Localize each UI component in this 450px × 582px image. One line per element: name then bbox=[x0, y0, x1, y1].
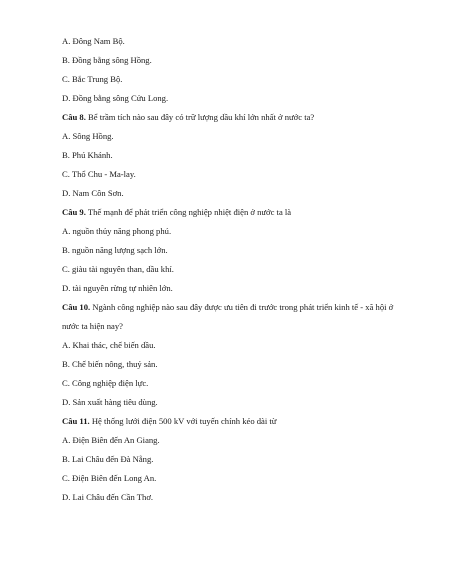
option-a: A. Khai thác, chế biến dầu. bbox=[62, 340, 156, 350]
question-text: Hệ thống lưới điện 500 kV với tuyến chính kéo dài từ bbox=[89, 416, 277, 426]
question-text: Bể trầm tích nào sau đây có trữ lượng dầu khí lớn nhất ở nước ta? bbox=[85, 112, 315, 122]
option-a: A. nguồn thủy năng phong phú. bbox=[62, 226, 172, 236]
option-b: B. Chế biến nông, thuỷ sản. bbox=[62, 359, 158, 369]
option-c: C. Điện Biên đến Long An. bbox=[62, 473, 157, 483]
option-b: B. Phú Khánh. bbox=[62, 150, 113, 160]
option-d: D. Nam Côn Sơn. bbox=[62, 188, 124, 198]
option-a: A. Sông Hồng. bbox=[62, 131, 114, 141]
option-d: D. Sản xuất hàng tiêu dùng. bbox=[62, 397, 158, 407]
question-text-continued: nước ta hiện nay? bbox=[62, 321, 123, 331]
option-b: B. Đồng bằng sông Hồng. bbox=[62, 55, 152, 65]
question-11 bbox=[62, 416, 436, 427]
option-d: D. Đồng bằng sông Cửu Long. bbox=[62, 93, 169, 103]
option-d: D. tài nguyên rừng tự nhiên lớn. bbox=[62, 283, 173, 293]
question-text: Ngành công nghiệp nào sau đây được ưu tiên đi trước trong phát triển kinh tế - xã hội ở bbox=[90, 302, 394, 312]
question-number: Câu 8. bbox=[62, 112, 86, 122]
question-number: Câu 11. bbox=[62, 416, 90, 426]
question-9 bbox=[62, 207, 436, 218]
question-number: Câu 9. bbox=[62, 207, 86, 217]
question-10 bbox=[62, 302, 436, 313]
question-8 bbox=[62, 112, 436, 123]
option-b: B. nguồn năng lượng sạch lớn. bbox=[62, 245, 168, 255]
option-d: D. Lai Châu đến Cần Thơ. bbox=[62, 492, 154, 502]
option-c: C. Công nghiệp điện lực. bbox=[62, 378, 149, 388]
option-c: C. Bắc Trung Bộ. bbox=[62, 74, 123, 84]
option-a: A. Điện Biên đến An Giang. bbox=[62, 435, 160, 445]
option-b: B. Lai Châu đến Đà Nẵng. bbox=[62, 454, 154, 464]
option-c: C. Thổ Chu - Ma-lay. bbox=[62, 169, 136, 179]
question-number: Câu 10. bbox=[62, 302, 91, 312]
question-text: Thế mạnh để phát triển công nghiệp nhiệt điện ở nước ta là bbox=[85, 207, 292, 217]
option-a: A. Đông Nam Bộ. bbox=[62, 36, 125, 46]
option-c: C. giàu tài nguyên than, dầu khí. bbox=[62, 264, 174, 274]
